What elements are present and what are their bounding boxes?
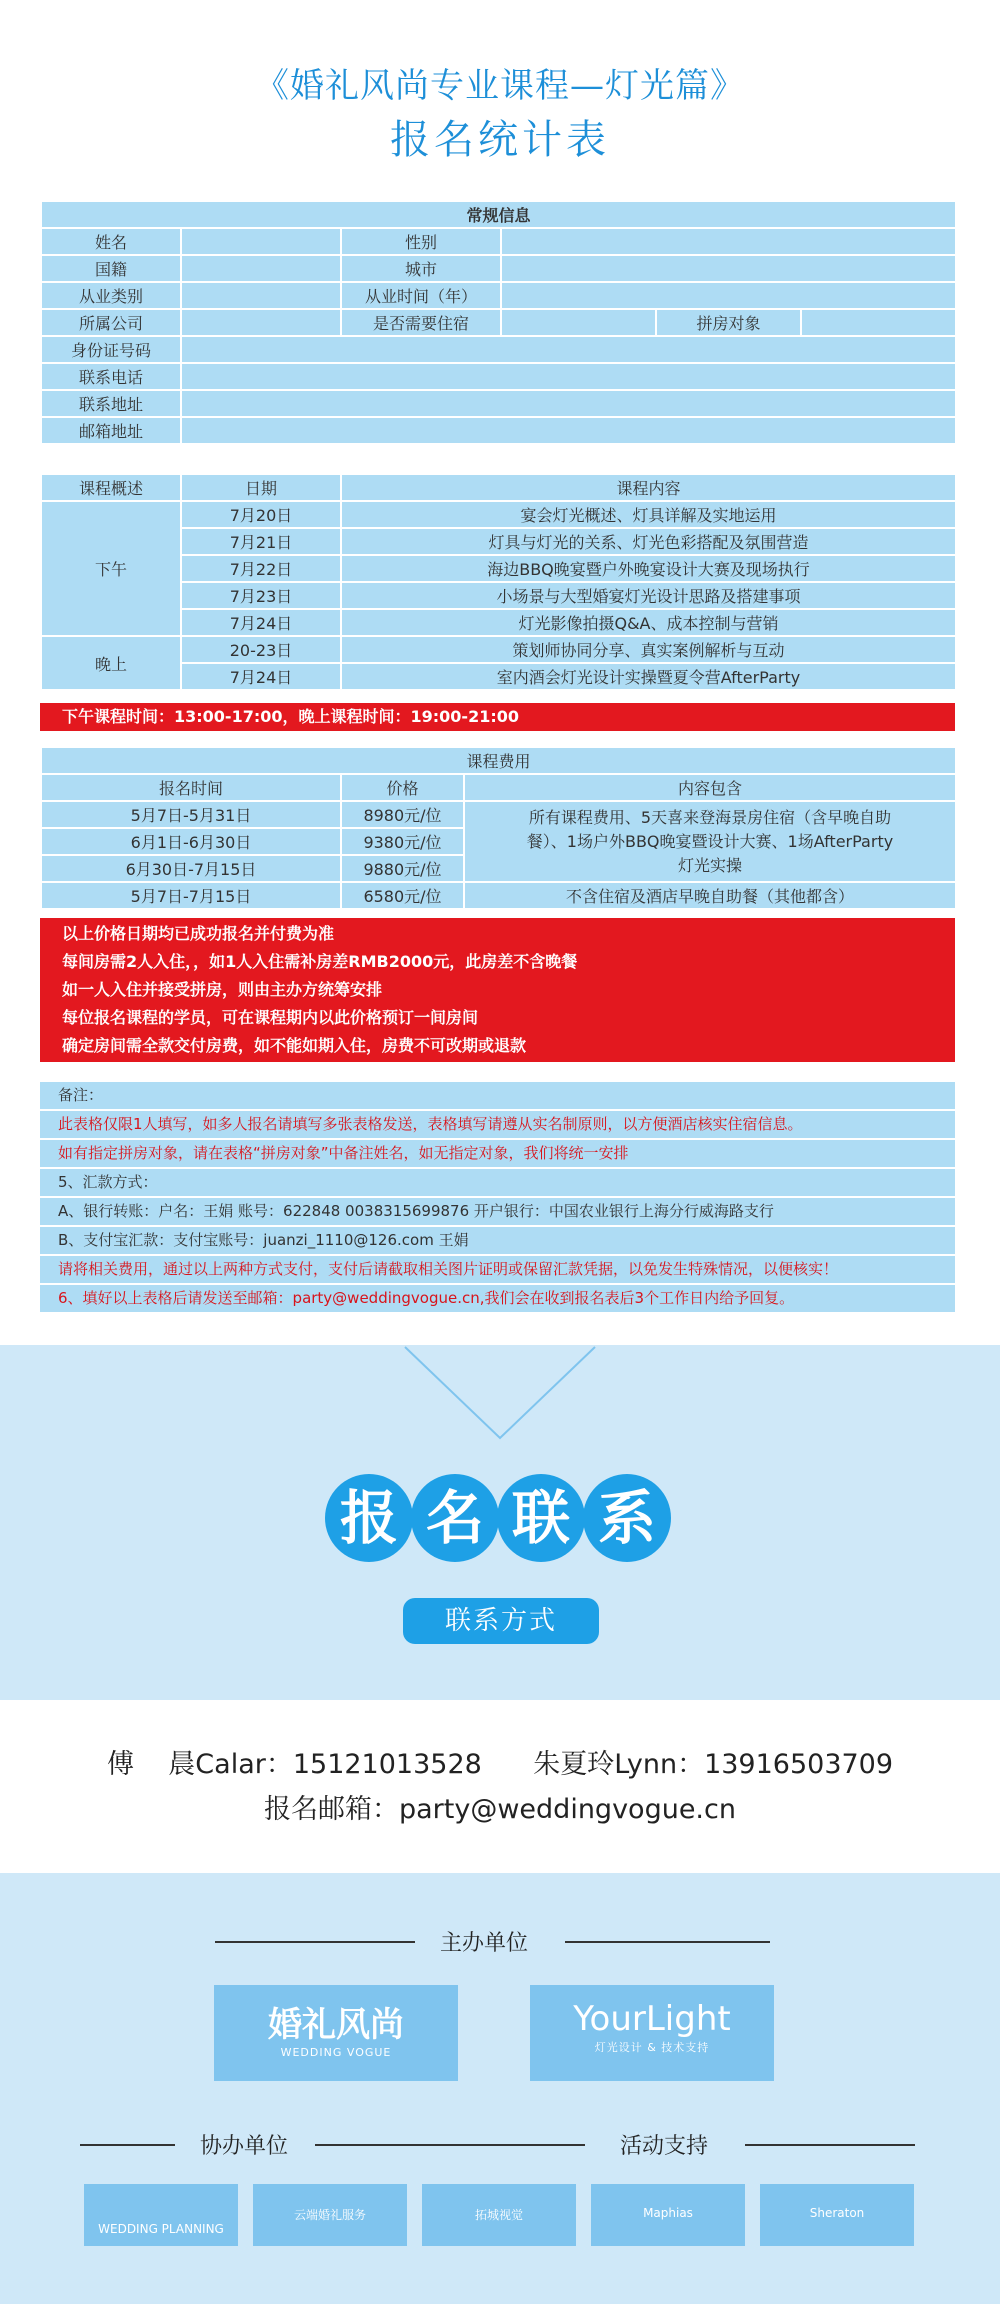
fee-time: 6月1日-6月30日 <box>41 828 341 855</box>
fee-col-price: 价格 <box>341 774 464 801</box>
remarks-block <box>40 1082 955 1314</box>
logo-subtext: 灯光设计 & 技术支持 <box>594 2041 710 2054</box>
session-evening: 晚上 <box>41 636 181 690</box>
fee-time: 5月7日-5月31日 <box>41 801 341 828</box>
page-subtitle: 报名统计表 <box>390 117 610 163</box>
fee-note: 确定房间需全款交付房费，如不能如期入住，房费不可改期或退款 <box>62 1036 527 1055</box>
divider <box>215 1941 415 1943</box>
divider <box>315 2144 585 2146</box>
label-roommate: 拼房对象 <box>656 309 801 336</box>
contact-char-circle: 系 <box>583 1474 671 1562</box>
remark-line: 请将相关费用，通过以上两种方式支付，支付后请截取相关图片证明或保留汇款凭据，以免发生特殊情况，以便核实！ <box>40 1256 955 1285</box>
label-phone: 联系电话 <box>41 363 181 390</box>
fee-price: 8980元/位 <box>341 801 464 828</box>
fee-col-time: 报名时间 <box>41 774 341 801</box>
sponsor-logo <box>760 2184 914 2246</box>
field-id[interactable] <box>181 336 956 363</box>
label-postal: 邮箱地址 <box>41 417 181 444</box>
contact-char-circle: 名 <box>411 1474 499 1562</box>
fee-include-line: 餐）、1场户外BBQ晚宴暨设计大赛、1场AfterParty <box>526 831 894 851</box>
wedding-vogue-logo <box>214 1985 458 2081</box>
field-city[interactable] <box>501 255 956 282</box>
sponsor-logo <box>253 2184 407 2246</box>
fee-price: 9880元/位 <box>341 855 464 882</box>
course-date: 7月23日 <box>181 582 341 609</box>
fee-notes <box>40 918 955 1062</box>
contact-char-circle: 联 <box>497 1474 585 1562</box>
course-date: 7月24日 <box>181 609 341 636</box>
sponsor-text: 云端婚礼服务 <box>293 2208 366 2222</box>
course-content: 灯光影像拍摄Q&A、成本控制与营销 <box>341 609 956 636</box>
field-name[interactable] <box>181 228 341 255</box>
sponsor-logo <box>422 2184 576 2246</box>
label-name: 姓名 <box>41 228 181 255</box>
label-years: 从业时间（年） <box>341 282 501 309</box>
fee-include-basic: 不含住宿及酒店早晚自助餐（其他都含） <box>464 882 956 909</box>
field-lodging[interactable] <box>501 309 656 336</box>
fee-price: 6580元/位 <box>341 882 464 909</box>
session-afternoon: 下午 <box>41 501 181 636</box>
sponsor-text: 拓城视觉 <box>474 2208 523 2222</box>
field-company[interactable] <box>181 309 341 336</box>
label-company: 所属公司 <box>41 309 181 336</box>
label-gender: 性别 <box>341 228 501 255</box>
basic-header: 常规信息 <box>41 201 956 228</box>
divider <box>565 1941 770 1943</box>
fee-time: 6月30日-7月15日 <box>41 855 341 882</box>
remark-line: B、支付宝汇款：支付宝账号：juanzi_1110@126.com 王娟 <box>40 1227 955 1256</box>
contact-method-button: 联系方式 <box>403 1598 599 1644</box>
yourlight-logo <box>530 1985 774 2081</box>
course-col-content: 课程内容 <box>341 474 956 501</box>
label-address: 联系地址 <box>41 390 181 417</box>
label-id: 身份证号码 <box>41 336 181 363</box>
course-date: 20-23日 <box>181 636 341 663</box>
field-roommate[interactable] <box>801 309 956 336</box>
field-postal[interactable] <box>181 417 956 444</box>
contact-char-circle: 报 <box>325 1474 413 1562</box>
fee-time: 5月7日-7月15日 <box>41 882 341 909</box>
course-col-date: 日期 <box>181 474 341 501</box>
basic-info-table <box>40 200 957 445</box>
logo-subtext: WEDDING VOGUE <box>280 2046 392 2059</box>
remark-line: 此表格仅限1人填写，如多人报名请填写多张表格发送，表格填写请遵从实名制原则，以方便酒店核实住宿信息。 <box>40 1111 955 1140</box>
chevron-decoration <box>0 1345 1000 1465</box>
course-content: 灯具与灯光的关系、灯光色彩搭配及氛围营造 <box>341 528 956 555</box>
logo-text: 婚礼风尚 <box>268 2005 404 2045</box>
remark-line: 如有指定拼房对象，请在表格“拼房对象”中备注姓名，如无指定对象，我们将统一安排 <box>40 1140 955 1169</box>
support-title: 活动支持 <box>620 2134 709 2159</box>
label-nationality: 国籍 <box>41 255 181 282</box>
course-time-note <box>40 703 955 731</box>
remark-line: 6、填好以上表格后请发送至邮箱：party@weddingvogue.cn,我们会在收到报名表后3个工作日内给予回复。 <box>40 1285 955 1314</box>
course-content: 海边BBQ晚宴暨户外晚宴设计大赛及现场执行 <box>341 555 956 582</box>
remark-line: A、银行转账：户名：王娟 账号：622848 0038315699876 开户银行：中国农业银行上海分行威海路支行 <box>40 1198 955 1227</box>
course-date: 7月22日 <box>181 555 341 582</box>
fee-note: 以上价格日期均已成功报名并付费为准 <box>62 924 335 943</box>
field-gender[interactable] <box>501 228 956 255</box>
fee-include-full <box>464 801 956 882</box>
fee-header: 课程费用 <box>41 747 956 774</box>
co-title: 协办单位 <box>200 2134 289 2159</box>
course-time-text: 下午课程时间：13:00-17:00，晚上课程时间：19:00-21:00 <box>62 707 520 726</box>
fee-note: 如一人入住并接受拼房，则由主办方统筹安排 <box>62 980 383 999</box>
divider <box>745 2144 915 2146</box>
field-phone[interactable] <box>181 363 956 390</box>
label-industry: 从业类别 <box>41 282 181 309</box>
fee-table <box>40 746 957 910</box>
label-lodging: 是否需要住宿 <box>341 309 501 336</box>
course-date: 7月20日 <box>181 501 341 528</box>
sponsor-logo <box>84 2184 238 2246</box>
course-content: 小场景与大型婚宴灯光设计思路及搭建事项 <box>341 582 956 609</box>
fee-note: 每位报名课程的学员，可在课程期内以此价格预订一间房间 <box>62 1008 479 1027</box>
field-years[interactable] <box>501 282 956 309</box>
course-date: 7月24日 <box>181 663 341 690</box>
contact-phones: 傅 晨Calar：15121013528 朱夏玲Lynn：13916503709 <box>106 1749 894 1780</box>
field-nationality[interactable] <box>181 255 341 282</box>
sponsor-logo <box>591 2184 745 2246</box>
fee-include-line: 所有课程费用、5天喜来登海景房住宿（含早晚自助 <box>528 807 892 827</box>
host-title: 主办单位 <box>440 1931 529 1956</box>
field-address[interactable] <box>181 390 956 417</box>
sponsor-text: Sheraton <box>809 2206 865 2220</box>
course-content: 策划师协同分享、真实案例解析与互动 <box>341 636 956 663</box>
sponsor-text: Maphias <box>643 2206 693 2220</box>
contact-email: 报名邮箱：party@weddingvogue.cn <box>264 1794 736 1825</box>
fee-note: 每间房需2人入住，，如1人入住需补房差RMB2000元，此房差不含晚餐 <box>62 952 578 971</box>
sponsor-text: WEDDING PLANNING <box>98 2222 224 2236</box>
course-content: 宴会灯光概述、灯具详解及实地运用 <box>341 501 956 528</box>
divider <box>80 2144 175 2146</box>
fee-include-line: 灯光实操 <box>677 855 742 875</box>
logo-text: YourLight <box>573 1999 731 2039</box>
course-table <box>40 473 957 691</box>
course-col-overview: 课程概述 <box>41 474 181 501</box>
fee-col-include: 内容包含 <box>464 774 956 801</box>
course-date: 7月21日 <box>181 528 341 555</box>
fee-price: 9380元/位 <box>341 828 464 855</box>
label-city: 城市 <box>341 255 501 282</box>
page-title: 《婚礼风尚专业课程—灯光篇》 <box>255 66 745 106</box>
remark-title: 备注： <box>40 1082 955 1111</box>
remark-line: 5、汇款方式： <box>40 1169 955 1198</box>
field-industry[interactable] <box>181 282 341 309</box>
course-content: 室内酒会灯光设计实操暨夏令营AfterParty <box>341 663 956 690</box>
